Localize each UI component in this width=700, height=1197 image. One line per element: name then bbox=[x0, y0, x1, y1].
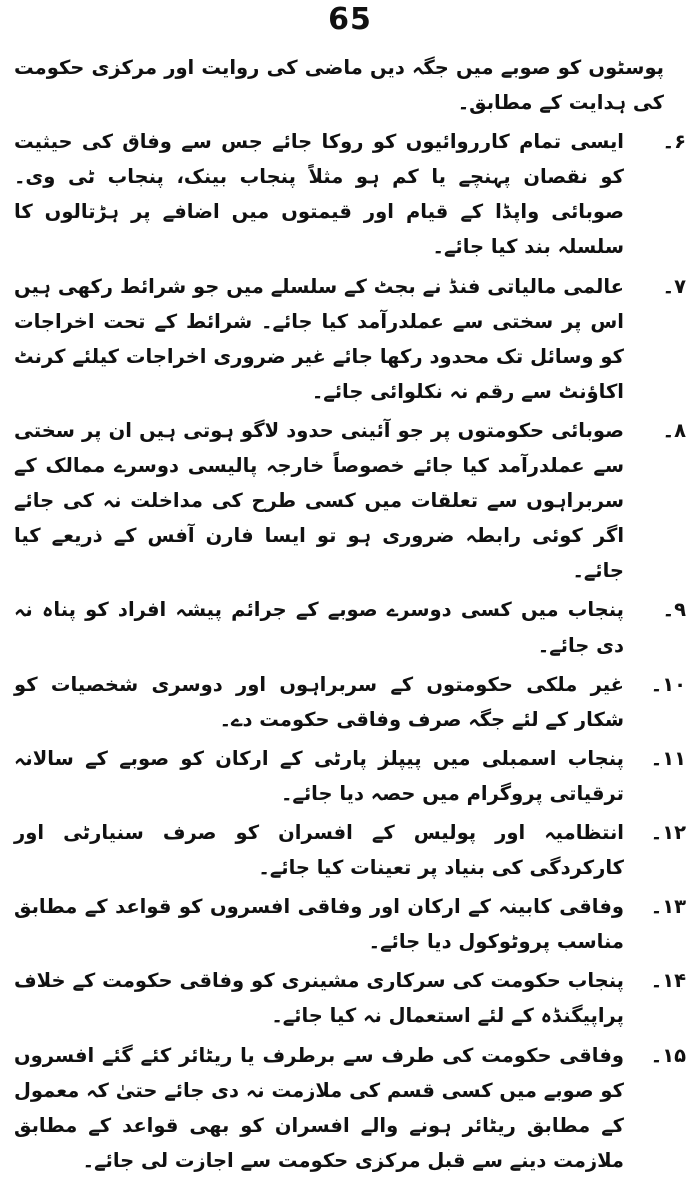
list-item bbox=[14, 269, 686, 409]
list-item bbox=[14, 889, 686, 959]
item-number: ۱۲۔ bbox=[650, 820, 686, 844]
item-text: عالمی مالیاتی فنڈ نے بجٹ کے سلسلے میں جو شرائط رکھی ہیں اس پر سختی سے عملدرآمد کیا جائے۔ شرائط کے تحت اخراجات کو وسائل تک محدود رکھا جائے غیر ضروری اخراجات کیلئے کرنٹ اکاؤنٹ سے رقم نہ نکلوائی جائے۔ bbox=[14, 274, 624, 403]
list-item bbox=[14, 741, 686, 811]
item-number: ۸۔ bbox=[662, 418, 686, 442]
item-text: ایسی تمام کارروائیوں کو روکا جائے جس سے وفاق کی حیثیت کو نقصان پہنچے یا کم ہو مثلاً پنجاب بینک، پنجاب ٹی وی۔ صوبائی واپڈا کے قیام اور قیمتوں میں اضافے پر ہڑتالوں کا سلسلہ بند کیا جائے۔ bbox=[14, 130, 624, 259]
list-item bbox=[14, 1038, 686, 1178]
document-body bbox=[14, 50, 686, 1178]
item-text: پنجاب اسمبلی میں پیپلز پارٹی کے ارکان کو صوبے کے سالانہ ترقیاتی پروگرام میں حصہ دیا جائے۔ bbox=[14, 746, 624, 805]
item-number: ۹۔ bbox=[662, 598, 686, 622]
item-number: ۱۰۔ bbox=[650, 672, 686, 696]
item-text: وفاقی حکومت کی طرف سے برطرف یا ریٹائر کئے گئے افسروں کو صوبے میں کسی قسم کی ملازمت نہ دی جائے حتیٰ کہ معمول کے مطابق ریٹائر ہونے والے افسران کو بھی قواعد کے مطابق ملازمت دینے سے قبل مرکزی حکومت سے اجازت لی جائے۔ bbox=[14, 1043, 624, 1172]
item-number: ۱۳۔ bbox=[650, 895, 686, 919]
item-number: ۱۴۔ bbox=[650, 969, 686, 993]
list-item bbox=[14, 413, 686, 588]
paragraph-text: پوسٹوں کو صوبے میں جگہ دیں ماضی کی روایت اور مرکزی حکومت کی ہدایت کے مطابق۔ bbox=[14, 56, 664, 115]
list-item bbox=[14, 963, 686, 1033]
item-text: پنجاب حکومت کی سرکاری مشینری کو وفاقی حکومت کے خلاف پراپیگنڈہ کے لئے استعمال نہ کیا جائے۔ bbox=[14, 969, 624, 1028]
paragraph-continuation bbox=[14, 50, 686, 120]
item-number: ۱۵۔ bbox=[650, 1043, 686, 1067]
list-item bbox=[14, 592, 686, 662]
item-number: ۱۱۔ bbox=[650, 746, 686, 770]
item-number: ۷۔ bbox=[662, 274, 686, 298]
item-number: ۶۔ bbox=[662, 130, 686, 154]
page-number: 65 bbox=[328, 2, 372, 37]
list-item bbox=[14, 124, 686, 264]
list-item bbox=[14, 667, 686, 737]
item-text: غیر ملکی حکومتوں کے سربراہوں اور دوسری شخصیات کو شکار کے لئے جگہ صرف وفاقی حکومت دے۔ bbox=[14, 672, 624, 731]
item-text: صوبائی حکومتوں پر جو آئینی حدود لاگو ہوتی ہیں ان پر سختی سے عملدرآمد کیا جائے خصوصاً خارجہ پالیسی دوسرے ممالک کے سربراہوں سے تعلقات میں کسی طرح کی مداخلت نہ کی جائے اگر کوئی رابطہ ضروری ہو تو ایسا فارن آفس کے ذریعے کیا جائے۔ bbox=[14, 418, 624, 583]
item-text: انتظامیہ اور پولیس کے افسران کو صرف سنیارٹی اور کارکردگی کی بنیاد پر تعینات کیا جائے۔ bbox=[14, 820, 624, 880]
item-text: پنجاب میں کسی دوسرے صوبے کے جرائم پیشہ افراد کو پناہ نہ دی جائے۔ bbox=[14, 598, 624, 657]
list-item bbox=[14, 815, 686, 885]
item-text: وفاقی کابینہ کے ارکان اور وفاقی افسروں کو قواعد کے مطابق مناسب پروٹوکول دیا جائے۔ bbox=[14, 895, 624, 954]
